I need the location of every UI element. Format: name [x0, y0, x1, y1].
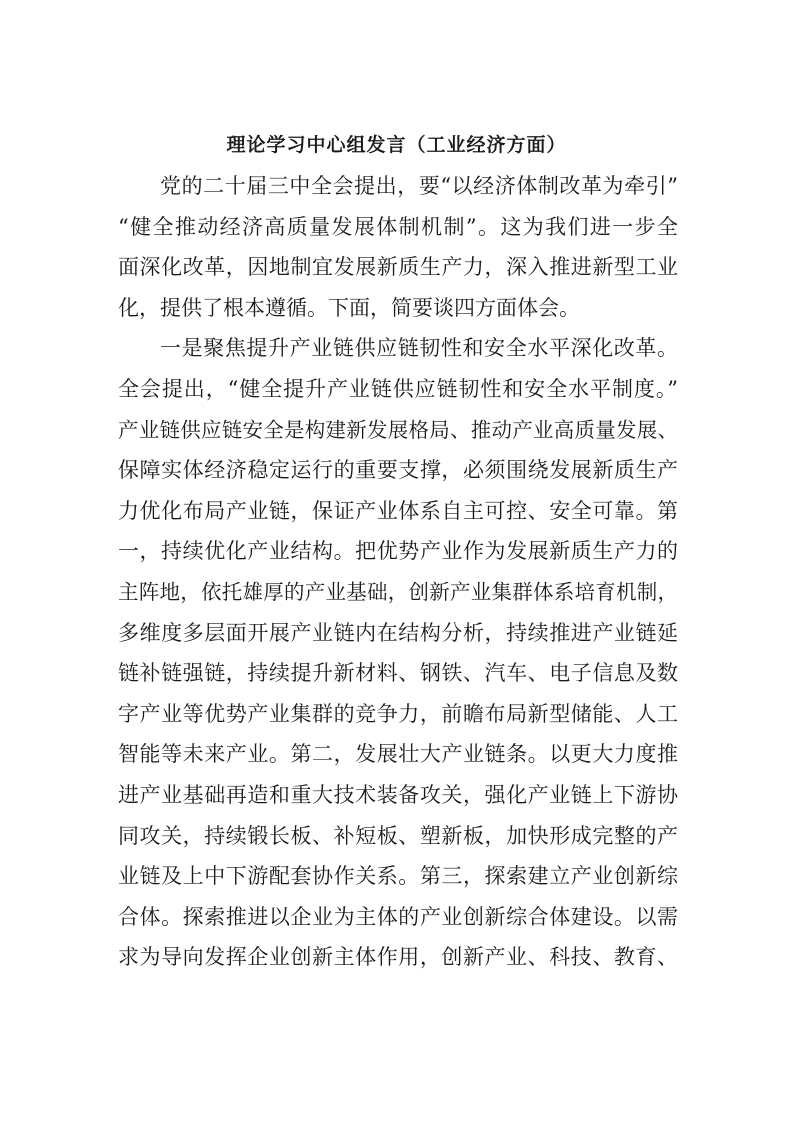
body-text-line: 党的二十届三中全会提出，要“以经济体制改革为牵引”: [160, 174, 678, 198]
document-title: 理论学习中心组发言（工业经济方面）: [226, 134, 567, 156]
body-text-line: 一是聚焦提升产业链供应链韧性和安全水平深化改革。: [160, 336, 678, 361]
body-text-line: 多维度多层面开展产业链内在结构分析，持续推进产业链延: [118, 620, 678, 645]
body-text-line: 合体。探索推进以企业为主体的产业创新综合体建设。以需: [118, 904, 678, 929]
body-text-line: 同攻关，持续锻长板、补短板、塑新板，加快形成完整的产: [118, 823, 678, 848]
body-text-line: 面深化改革，因地制宜发展新质生产力，深入推进新型工业: [118, 255, 678, 280]
body-text-line: 进产业基础再造和重大技术装备攻关，强化产业链上下游协: [118, 782, 678, 807]
body-text-line: 字产业等优势产业集群的竞争力，前瞻布局新型储能、人工: [118, 701, 678, 726]
body-text-line: 化，提供了根本遵循。下面，简要谈四方面体会。: [118, 295, 580, 320]
body-text-line: 链补链强链，持续提升新材料、钢铁、汽车、电子信息及数: [118, 661, 678, 686]
document-body: [118, 166, 678, 978]
body-text-line: “健全推动经济高质量发展体制机制”。这为我们进一步全: [118, 214, 678, 239]
body-text-line: 力优化布局产业链，保证产业体系自主可控、安全可靠。第: [118, 498, 678, 523]
body-text-line: 智能等未来产业。第二，发展壮大产业链条。以更大力度推: [118, 742, 678, 767]
body-text-line: 保障实体经济稳定运行的重要支撑，必须围绕发展新质生产: [118, 458, 678, 483]
body-text-line: 产业链供应链安全是构建新发展格局、推动产业高质量发展、: [118, 417, 678, 442]
body-text-line: 全会提出，“健全提升产业链供应链韧性和安全水平制度。”: [118, 376, 678, 401]
body-text-line: 主阵地，依托雄厚的产业基础，创新产业集群体系培育机制，: [118, 579, 678, 604]
body-text-line: 求为导向发挥企业创新主体作用，创新产业、科技、教育、: [118, 945, 678, 970]
body-text-line: 业链及上中下游配套协作关系。第三，探索建立产业创新综: [118, 864, 678, 889]
body-text-line: 一，持续优化产业结构。把优势产业作为发展新质生产力的: [118, 539, 678, 564]
